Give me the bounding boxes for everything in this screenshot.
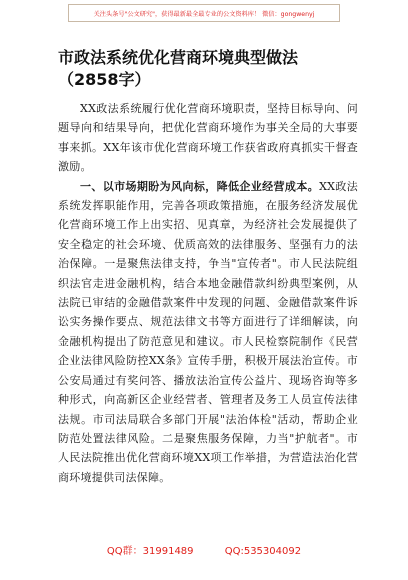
paragraph-section-1 — [58, 177, 358, 488]
paragraph-lead: 一、以市场期盼为风向标，降低企业经营成本。 — [80, 179, 320, 193]
paragraph-text: XX政法系统发挥职能作用，完善各项政策措施，在服务经济发展优化营商环境工作上出实招、见真章，为经济社会发展提供了安全稳定的社会环境、优质高效的法律服务、坚强有力的法治保障。一是聚焦法律支持，争当"宣传者"。市人民法院组织法官走进金融机构，结合本地金融借款纠纷典型案例，从法院已审结的金融借款案件中发现的问题、金融借款案件诉讼实务操作要点、规范法律文书等方面进行了详细解读，向金融机构提出了防范意见和建议。市人民检察院制作《民营企业法律风险防控XX条》宣传手册，积极开展法治宣传。市公安局通过有奖问答、播放法治宣传公益片、现场咨询等多种形式，向高新区企业经营者、管理者及务工人员宣传法律法规。市司法局联合多部门开展"法治体检"活动，帮助企业防范处置法律风险。二是聚焦服务保障，力当"护航者"。市人民法院推出优化营商环境XX项工作举措，为营造法治化营商环境提供司法保障。 — [58, 179, 358, 484]
footer-qq: QQ:535304092 — [224, 546, 302, 557]
document-body — [58, 99, 358, 487]
footer — [0, 542, 408, 557]
paragraph-text: XX政法系统履行优化营商环境职责，坚持目标导向、问题导向和结果导向，把优化营商环境作为事关全局的大事要事来抓。XX年该市优化营商环境工作获省政府真抓实干督查激励。 — [58, 102, 358, 174]
header-banner — [68, 4, 340, 22]
footer-qq-group: QQ群：31991489 — [106, 546, 194, 557]
document-title: 市政法系统优化营商环境典型做法（2858字） — [58, 48, 299, 89]
header-text: 关注头条号"公文研究"，获得最新最全最专业的公文资料库！ 微信：gongwenyj — [93, 10, 315, 18]
paragraph-intro — [58, 99, 358, 177]
